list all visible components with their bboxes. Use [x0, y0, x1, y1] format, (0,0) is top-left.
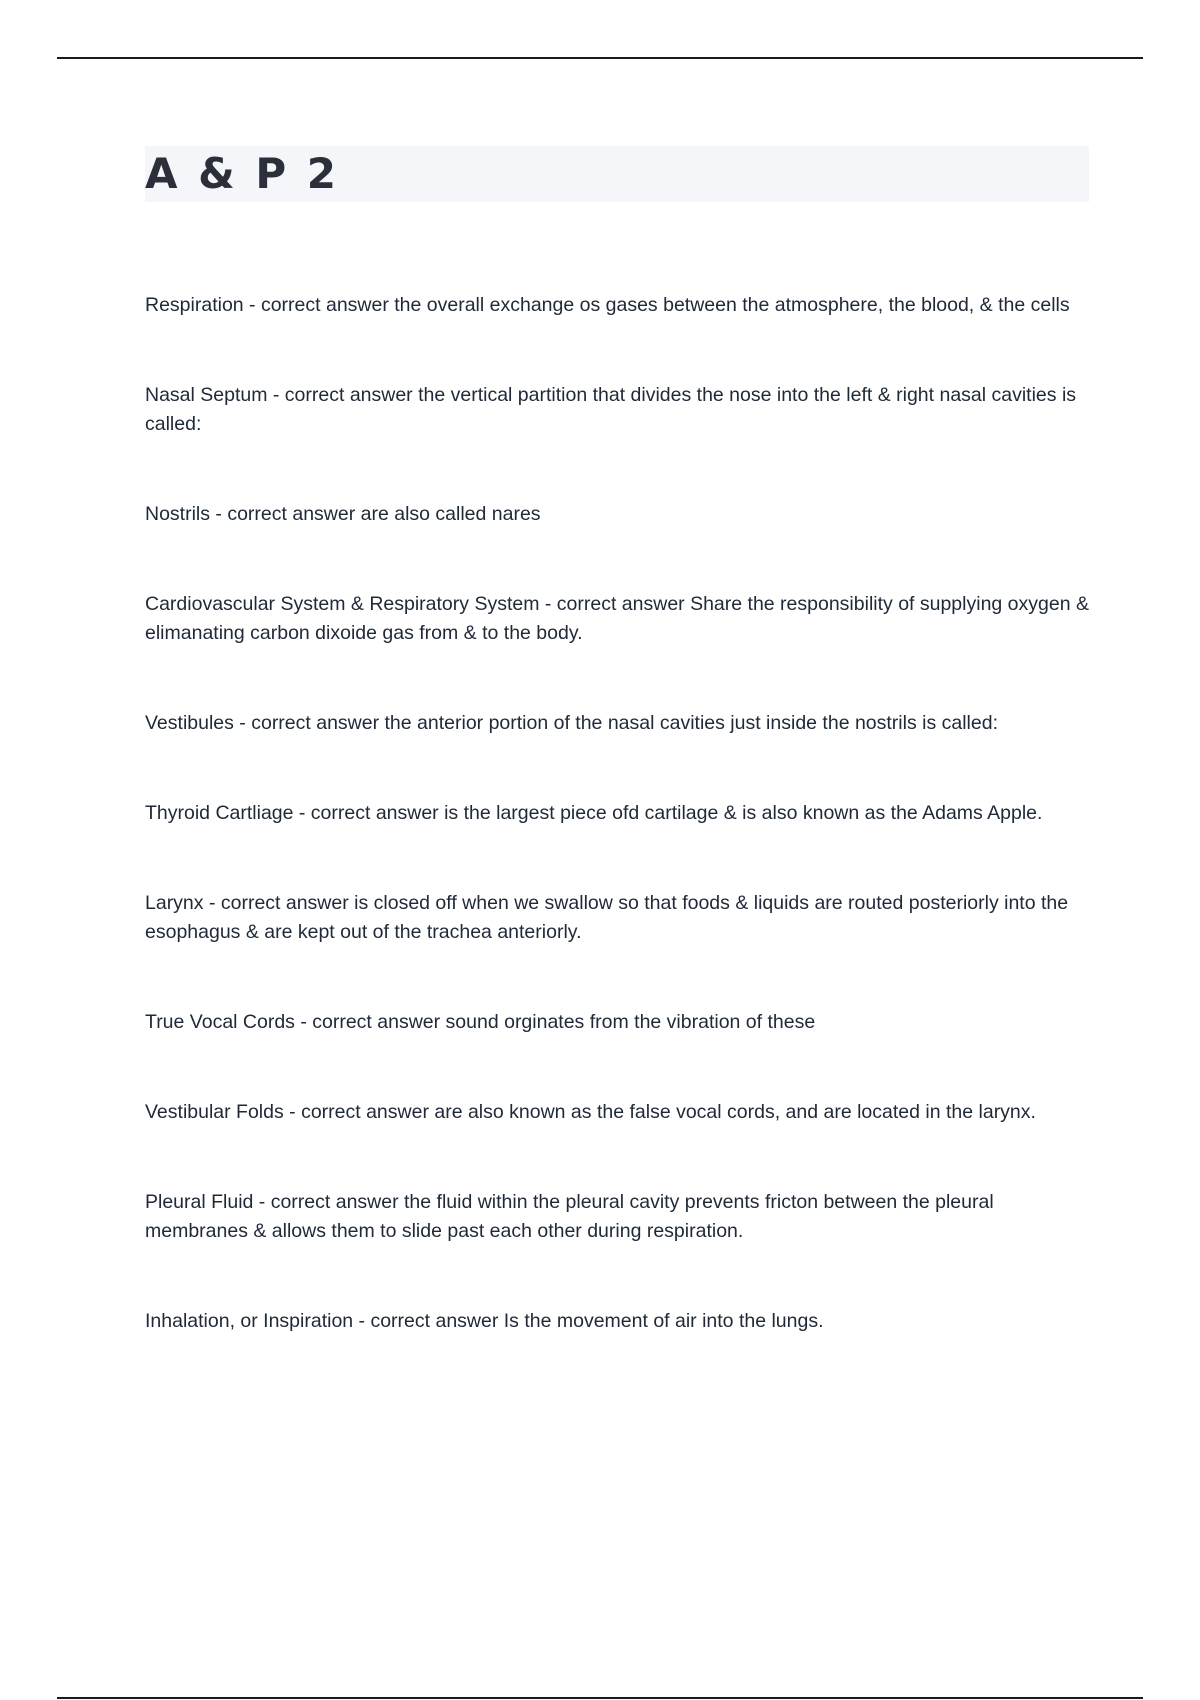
- flashcard-entry: True Vocal Cords - correct answer sound orginates from the vibration of these: [145, 1011, 816, 1033]
- flashcard-entry: Nostrils - correct answer are also called nares: [145, 503, 541, 525]
- flashcard-entry: Respiration - correct answer the overall exchange os gases between the atmosphere, the blood, & the cells: [145, 294, 1070, 316]
- bottom-divider: [57, 1697, 1143, 1699]
- page-title: A & P 2: [145, 149, 340, 198]
- flashcard-entry: Inhalation, or Inspiration - correct answer Is the movement of air into the lungs.: [145, 1310, 824, 1332]
- flashcard-entry: Nasal Septum - correct answer the vertical partition that divides the nose into the left & right nasal cavities is called:: [145, 384, 1077, 435]
- flashcard-entry: Larynx - correct answer is closed off when we swallow so that foods & liquids are routed posteriorly into the esophagus & are kept out of the trachea anteriorly.: [145, 892, 1069, 943]
- flashcard-list: [145, 291, 1090, 1397]
- top-divider: [57, 57, 1143, 59]
- flashcard-entry: Thyroid Cartliage - correct answer is the largest piece ofd cartilage & is also known as the Adams Apple.: [145, 802, 1043, 824]
- flashcard-entry: Vestibules - correct answer the anterior portion of the nasal cavities just inside the nostrils is called:: [145, 712, 999, 734]
- flashcard-entry: Vestibular Folds - correct answer are also known as the false vocal cords, and are located in the larynx.: [145, 1101, 1036, 1123]
- flashcard-entry: Pleural Fluid - correct answer the fluid within the pleural cavity prevents fricton between the pleural membranes & allows them to slide past each other during respiration.: [145, 1191, 994, 1242]
- title-banner: [145, 146, 1089, 202]
- flashcard-entry: Cardiovascular System & Respiratory System - correct answer Share the responsibility of supplying oxygen & elimanating carbon dixoide gas from & to the body.: [145, 593, 1089, 644]
